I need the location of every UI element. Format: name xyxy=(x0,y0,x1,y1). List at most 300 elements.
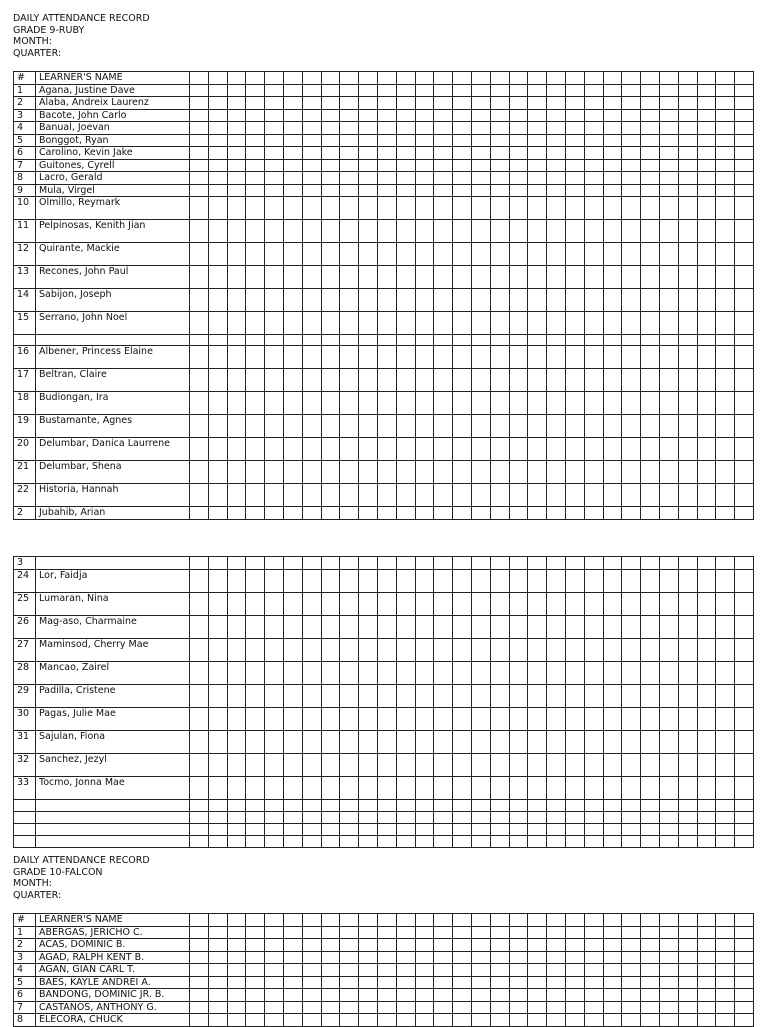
attendance-cell[interactable] xyxy=(528,392,547,415)
attendance-cell[interactable] xyxy=(190,730,209,753)
attendance-cell[interactable] xyxy=(697,557,716,570)
attendance-cell[interactable] xyxy=(603,84,622,97)
attendance-cell[interactable] xyxy=(622,184,641,197)
attendance-cell[interactable] xyxy=(490,684,509,707)
attendance-cell[interactable] xyxy=(321,84,340,97)
attendance-cell[interactable] xyxy=(471,392,490,415)
attendance-cell[interactable] xyxy=(208,184,227,197)
attendance-cell[interactable] xyxy=(453,707,472,730)
attendance-cell[interactable] xyxy=(565,159,584,172)
attendance-cell[interactable] xyxy=(697,122,716,135)
attendance-cell[interactable] xyxy=(190,638,209,661)
attendance-cell[interactable] xyxy=(565,461,584,484)
attendance-cell[interactable] xyxy=(396,799,415,811)
attendance-cell[interactable] xyxy=(659,289,678,312)
attendance-cell[interactable] xyxy=(453,615,472,638)
attendance-cell[interactable] xyxy=(283,835,302,847)
attendance-cell[interactable] xyxy=(584,939,603,952)
attendance-cell[interactable] xyxy=(622,220,641,243)
attendance-cell[interactable] xyxy=(246,159,265,172)
attendance-cell[interactable] xyxy=(377,914,396,927)
attendance-cell[interactable] xyxy=(584,220,603,243)
attendance-cell[interactable] xyxy=(641,569,660,592)
attendance-cell[interactable] xyxy=(735,438,754,461)
attendance-cell[interactable] xyxy=(359,615,378,638)
attendance-cell[interactable] xyxy=(528,147,547,160)
attendance-cell[interactable] xyxy=(641,392,660,415)
attendance-cell[interactable] xyxy=(603,335,622,346)
attendance-cell[interactable] xyxy=(735,776,754,799)
attendance-cell[interactable] xyxy=(190,661,209,684)
attendance-cell[interactable] xyxy=(490,461,509,484)
attendance-cell[interactable] xyxy=(622,97,641,110)
attendance-cell[interactable] xyxy=(678,346,697,369)
attendance-cell[interactable] xyxy=(641,989,660,1002)
attendance-cell[interactable] xyxy=(528,289,547,312)
attendance-cell[interactable] xyxy=(283,289,302,312)
attendance-cell[interactable] xyxy=(377,159,396,172)
attendance-cell[interactable] xyxy=(396,976,415,989)
attendance-cell[interactable] xyxy=(547,939,566,952)
attendance-cell[interactable] xyxy=(302,964,321,977)
attendance-cell[interactable] xyxy=(471,369,490,392)
attendance-cell[interactable] xyxy=(377,557,396,570)
attendance-cell[interactable] xyxy=(453,1014,472,1027)
attendance-cell[interactable] xyxy=(528,197,547,220)
attendance-cell[interactable] xyxy=(547,1014,566,1027)
attendance-cell[interactable] xyxy=(659,346,678,369)
attendance-cell[interactable] xyxy=(246,835,265,847)
attendance-cell[interactable] xyxy=(208,507,227,520)
attendance-cell[interactable] xyxy=(377,989,396,1002)
attendance-cell[interactable] xyxy=(321,926,340,939)
attendance-cell[interactable] xyxy=(584,1014,603,1027)
attendance-cell[interactable] xyxy=(190,939,209,952)
attendance-cell[interactable] xyxy=(227,243,246,266)
attendance-cell[interactable] xyxy=(265,707,284,730)
attendance-cell[interactable] xyxy=(547,684,566,707)
attendance-cell[interactable] xyxy=(396,312,415,335)
attendance-cell[interactable] xyxy=(547,507,566,520)
attendance-cell[interactable] xyxy=(584,592,603,615)
attendance-cell[interactable] xyxy=(246,753,265,776)
attendance-cell[interactable] xyxy=(603,1001,622,1014)
attendance-cell[interactable] xyxy=(190,484,209,507)
attendance-cell[interactable] xyxy=(265,823,284,835)
attendance-cell[interactable] xyxy=(528,557,547,570)
attendance-cell[interactable] xyxy=(321,312,340,335)
attendance-cell[interactable] xyxy=(603,939,622,952)
attendance-cell[interactable] xyxy=(302,1014,321,1027)
attendance-cell[interactable] xyxy=(190,753,209,776)
attendance-cell[interactable] xyxy=(659,1001,678,1014)
attendance-cell[interactable] xyxy=(208,122,227,135)
attendance-cell[interactable] xyxy=(208,335,227,346)
attendance-cell[interactable] xyxy=(622,312,641,335)
attendance-cell[interactable] xyxy=(265,753,284,776)
attendance-cell[interactable] xyxy=(190,172,209,185)
attendance-cell[interactable] xyxy=(565,147,584,160)
attendance-cell[interactable] xyxy=(227,638,246,661)
attendance-cell[interactable] xyxy=(490,134,509,147)
attendance-cell[interactable] xyxy=(434,592,453,615)
attendance-cell[interactable] xyxy=(396,392,415,415)
attendance-cell[interactable] xyxy=(547,184,566,197)
attendance-cell[interactable] xyxy=(265,569,284,592)
attendance-cell[interactable] xyxy=(509,964,528,977)
attendance-cell[interactable] xyxy=(321,369,340,392)
attendance-cell[interactable] xyxy=(396,638,415,661)
attendance-cell[interactable] xyxy=(678,72,697,85)
attendance-cell[interactable] xyxy=(716,109,735,122)
attendance-cell[interactable] xyxy=(584,951,603,964)
attendance-cell[interactable] xyxy=(434,84,453,97)
attendance-cell[interactable] xyxy=(565,72,584,85)
attendance-cell[interactable] xyxy=(246,823,265,835)
attendance-cell[interactable] xyxy=(434,989,453,1002)
attendance-cell[interactable] xyxy=(716,461,735,484)
attendance-cell[interactable] xyxy=(359,289,378,312)
attendance-cell[interactable] xyxy=(490,415,509,438)
attendance-cell[interactable] xyxy=(340,951,359,964)
attendance-cell[interactable] xyxy=(302,289,321,312)
attendance-cell[interactable] xyxy=(509,197,528,220)
attendance-cell[interactable] xyxy=(415,72,434,85)
attendance-cell[interactable] xyxy=(735,707,754,730)
attendance-cell[interactable] xyxy=(190,134,209,147)
attendance-cell[interactable] xyxy=(565,243,584,266)
attendance-cell[interactable] xyxy=(246,1014,265,1027)
attendance-cell[interactable] xyxy=(565,926,584,939)
attendance-cell[interactable] xyxy=(641,147,660,160)
attendance-cell[interactable] xyxy=(471,615,490,638)
attendance-cell[interactable] xyxy=(208,730,227,753)
attendance-cell[interactable] xyxy=(735,266,754,289)
attendance-cell[interactable] xyxy=(641,939,660,952)
attendance-cell[interactable] xyxy=(603,266,622,289)
attendance-cell[interactable] xyxy=(697,134,716,147)
attendance-cell[interactable] xyxy=(340,220,359,243)
attendance-cell[interactable] xyxy=(415,811,434,823)
attendance-cell[interactable] xyxy=(697,569,716,592)
attendance-cell[interactable] xyxy=(678,811,697,823)
attendance-cell[interactable] xyxy=(584,926,603,939)
attendance-cell[interactable] xyxy=(716,289,735,312)
attendance-cell[interactable] xyxy=(603,1014,622,1027)
attendance-cell[interactable] xyxy=(678,461,697,484)
attendance-cell[interactable] xyxy=(208,661,227,684)
attendance-cell[interactable] xyxy=(283,484,302,507)
attendance-cell[interactable] xyxy=(396,369,415,392)
attendance-cell[interactable] xyxy=(622,438,641,461)
attendance-cell[interactable] xyxy=(678,661,697,684)
attendance-cell[interactable] xyxy=(227,415,246,438)
attendance-cell[interactable] xyxy=(340,615,359,638)
attendance-cell[interactable] xyxy=(377,964,396,977)
attendance-cell[interactable] xyxy=(265,346,284,369)
attendance-cell[interactable] xyxy=(415,134,434,147)
attendance-cell[interactable] xyxy=(321,939,340,952)
attendance-cell[interactable] xyxy=(396,914,415,927)
attendance-cell[interactable] xyxy=(265,438,284,461)
attendance-cell[interactable] xyxy=(453,823,472,835)
attendance-cell[interactable] xyxy=(716,147,735,160)
attendance-cell[interactable] xyxy=(190,707,209,730)
attendance-cell[interactable] xyxy=(471,122,490,135)
attendance-cell[interactable] xyxy=(735,484,754,507)
attendance-cell[interactable] xyxy=(471,197,490,220)
attendance-cell[interactable] xyxy=(678,730,697,753)
attendance-cell[interactable] xyxy=(377,461,396,484)
attendance-cell[interactable] xyxy=(490,220,509,243)
attendance-cell[interactable] xyxy=(321,134,340,147)
attendance-cell[interactable] xyxy=(697,109,716,122)
attendance-cell[interactable] xyxy=(302,799,321,811)
attendance-cell[interactable] xyxy=(603,109,622,122)
attendance-cell[interactable] xyxy=(471,939,490,952)
attendance-cell[interactable] xyxy=(622,989,641,1002)
attendance-cell[interactable] xyxy=(509,335,528,346)
attendance-cell[interactable] xyxy=(283,1001,302,1014)
attendance-cell[interactable] xyxy=(415,266,434,289)
attendance-cell[interactable] xyxy=(735,147,754,160)
attendance-cell[interactable] xyxy=(265,109,284,122)
attendance-cell[interactable] xyxy=(265,615,284,638)
attendance-cell[interactable] xyxy=(659,159,678,172)
attendance-cell[interactable] xyxy=(453,97,472,110)
attendance-cell[interactable] xyxy=(641,1014,660,1027)
attendance-cell[interactable] xyxy=(208,312,227,335)
attendance-cell[interactable] xyxy=(490,159,509,172)
attendance-cell[interactable] xyxy=(659,684,678,707)
attendance-cell[interactable] xyxy=(622,557,641,570)
attendance-cell[interactable] xyxy=(584,97,603,110)
attendance-cell[interactable] xyxy=(490,109,509,122)
attendance-cell[interactable] xyxy=(190,823,209,835)
attendance-cell[interactable] xyxy=(584,753,603,776)
attendance-cell[interactable] xyxy=(246,811,265,823)
attendance-cell[interactable] xyxy=(697,707,716,730)
attendance-cell[interactable] xyxy=(190,776,209,799)
attendance-cell[interactable] xyxy=(716,989,735,1002)
attendance-cell[interactable] xyxy=(283,811,302,823)
attendance-cell[interactable] xyxy=(565,134,584,147)
attendance-cell[interactable] xyxy=(377,147,396,160)
attendance-cell[interactable] xyxy=(396,147,415,160)
attendance-cell[interactable] xyxy=(453,799,472,811)
attendance-cell[interactable] xyxy=(622,914,641,927)
attendance-cell[interactable] xyxy=(509,172,528,185)
attendance-cell[interactable] xyxy=(283,415,302,438)
attendance-cell[interactable] xyxy=(434,1001,453,1014)
attendance-cell[interactable] xyxy=(659,939,678,952)
attendance-cell[interactable] xyxy=(641,415,660,438)
attendance-cell[interactable] xyxy=(302,346,321,369)
attendance-cell[interactable] xyxy=(359,661,378,684)
attendance-cell[interactable] xyxy=(227,438,246,461)
attendance-cell[interactable] xyxy=(659,989,678,1002)
attendance-cell[interactable] xyxy=(453,72,472,85)
attendance-cell[interactable] xyxy=(697,243,716,266)
attendance-cell[interactable] xyxy=(565,776,584,799)
attendance-cell[interactable] xyxy=(641,753,660,776)
attendance-cell[interactable] xyxy=(659,122,678,135)
attendance-cell[interactable] xyxy=(716,346,735,369)
attendance-cell[interactable] xyxy=(302,97,321,110)
attendance-cell[interactable] xyxy=(208,964,227,977)
attendance-cell[interactable] xyxy=(246,415,265,438)
attendance-cell[interactable] xyxy=(359,159,378,172)
attendance-cell[interactable] xyxy=(265,835,284,847)
attendance-cell[interactable] xyxy=(697,684,716,707)
attendance-cell[interactable] xyxy=(453,335,472,346)
attendance-cell[interactable] xyxy=(697,266,716,289)
attendance-cell[interactable] xyxy=(547,707,566,730)
attendance-cell[interactable] xyxy=(622,122,641,135)
attendance-cell[interactable] xyxy=(528,753,547,776)
attendance-cell[interactable] xyxy=(509,1001,528,1014)
attendance-cell[interactable] xyxy=(283,776,302,799)
attendance-cell[interactable] xyxy=(227,776,246,799)
attendance-cell[interactable] xyxy=(190,951,209,964)
attendance-cell[interactable] xyxy=(678,438,697,461)
attendance-cell[interactable] xyxy=(471,914,490,927)
attendance-cell[interactable] xyxy=(415,172,434,185)
attendance-cell[interactable] xyxy=(641,615,660,638)
attendance-cell[interactable] xyxy=(565,507,584,520)
attendance-cell[interactable] xyxy=(490,289,509,312)
attendance-cell[interactable] xyxy=(509,438,528,461)
attendance-cell[interactable] xyxy=(509,392,528,415)
attendance-cell[interactable] xyxy=(340,72,359,85)
attendance-cell[interactable] xyxy=(509,730,528,753)
attendance-cell[interactable] xyxy=(283,964,302,977)
attendance-cell[interactable] xyxy=(359,346,378,369)
attendance-cell[interactable] xyxy=(490,392,509,415)
attendance-cell[interactable] xyxy=(565,122,584,135)
attendance-cell[interactable] xyxy=(490,799,509,811)
attendance-cell[interactable] xyxy=(659,557,678,570)
attendance-cell[interactable] xyxy=(603,184,622,197)
attendance-cell[interactable] xyxy=(697,730,716,753)
attendance-cell[interactable] xyxy=(547,951,566,964)
attendance-cell[interactable] xyxy=(265,638,284,661)
attendance-cell[interactable] xyxy=(565,1014,584,1027)
attendance-cell[interactable] xyxy=(716,507,735,520)
attendance-cell[interactable] xyxy=(528,615,547,638)
attendance-cell[interactable] xyxy=(302,392,321,415)
attendance-cell[interactable] xyxy=(641,438,660,461)
attendance-cell[interactable] xyxy=(190,989,209,1002)
attendance-cell[interactable] xyxy=(415,220,434,243)
attendance-cell[interactable] xyxy=(453,507,472,520)
attendance-cell[interactable] xyxy=(227,951,246,964)
attendance-cell[interactable] xyxy=(377,592,396,615)
attendance-cell[interactable] xyxy=(528,243,547,266)
attendance-cell[interactable] xyxy=(716,243,735,266)
attendance-cell[interactable] xyxy=(490,172,509,185)
attendance-cell[interactable] xyxy=(697,638,716,661)
attendance-cell[interactable] xyxy=(265,243,284,266)
attendance-cell[interactable] xyxy=(716,661,735,684)
attendance-cell[interactable] xyxy=(603,776,622,799)
attendance-cell[interactable] xyxy=(302,266,321,289)
attendance-cell[interactable] xyxy=(321,835,340,847)
attendance-cell[interactable] xyxy=(227,835,246,847)
attendance-cell[interactable] xyxy=(641,914,660,927)
attendance-cell[interactable] xyxy=(453,159,472,172)
attendance-cell[interactable] xyxy=(547,557,566,570)
attendance-cell[interactable] xyxy=(396,557,415,570)
attendance-cell[interactable] xyxy=(528,134,547,147)
attendance-cell[interactable] xyxy=(603,243,622,266)
attendance-cell[interactable] xyxy=(584,823,603,835)
attendance-cell[interactable] xyxy=(471,964,490,977)
attendance-cell[interactable] xyxy=(340,684,359,707)
attendance-cell[interactable] xyxy=(471,638,490,661)
attendance-cell[interactable] xyxy=(227,147,246,160)
attendance-cell[interactable] xyxy=(735,346,754,369)
attendance-cell[interactable] xyxy=(678,776,697,799)
attendance-cell[interactable] xyxy=(659,753,678,776)
attendance-cell[interactable] xyxy=(265,1014,284,1027)
attendance-cell[interactable] xyxy=(735,461,754,484)
attendance-cell[interactable] xyxy=(377,615,396,638)
attendance-cell[interactable] xyxy=(528,661,547,684)
attendance-cell[interactable] xyxy=(434,507,453,520)
attendance-cell[interactable] xyxy=(340,109,359,122)
attendance-cell[interactable] xyxy=(359,197,378,220)
attendance-cell[interactable] xyxy=(208,346,227,369)
attendance-cell[interactable] xyxy=(716,392,735,415)
attendance-cell[interactable] xyxy=(190,122,209,135)
attendance-cell[interactable] xyxy=(227,197,246,220)
attendance-cell[interactable] xyxy=(265,557,284,570)
attendance-cell[interactable] xyxy=(340,243,359,266)
attendance-cell[interactable] xyxy=(377,97,396,110)
attendance-cell[interactable] xyxy=(622,638,641,661)
attendance-cell[interactable] xyxy=(283,109,302,122)
attendance-cell[interactable] xyxy=(246,484,265,507)
attendance-cell[interactable] xyxy=(434,346,453,369)
attendance-cell[interactable] xyxy=(678,312,697,335)
attendance-cell[interactable] xyxy=(340,835,359,847)
attendance-cell[interactable] xyxy=(321,197,340,220)
attendance-cell[interactable] xyxy=(227,159,246,172)
attendance-cell[interactable] xyxy=(227,335,246,346)
attendance-cell[interactable] xyxy=(716,97,735,110)
attendance-cell[interactable] xyxy=(246,939,265,952)
attendance-cell[interactable] xyxy=(227,557,246,570)
attendance-cell[interactable] xyxy=(190,507,209,520)
attendance-cell[interactable] xyxy=(659,964,678,977)
attendance-cell[interactable] xyxy=(490,926,509,939)
attendance-cell[interactable] xyxy=(302,661,321,684)
attendance-cell[interactable] xyxy=(622,243,641,266)
attendance-cell[interactable] xyxy=(227,507,246,520)
attendance-cell[interactable] xyxy=(716,266,735,289)
attendance-cell[interactable] xyxy=(321,392,340,415)
attendance-cell[interactable] xyxy=(396,109,415,122)
attendance-cell[interactable] xyxy=(321,753,340,776)
attendance-cell[interactable] xyxy=(565,184,584,197)
attendance-cell[interactable] xyxy=(697,415,716,438)
attendance-cell[interactable] xyxy=(265,951,284,964)
attendance-cell[interactable] xyxy=(190,438,209,461)
attendance-cell[interactable] xyxy=(678,926,697,939)
attendance-cell[interactable] xyxy=(490,989,509,1002)
attendance-cell[interactable] xyxy=(678,753,697,776)
